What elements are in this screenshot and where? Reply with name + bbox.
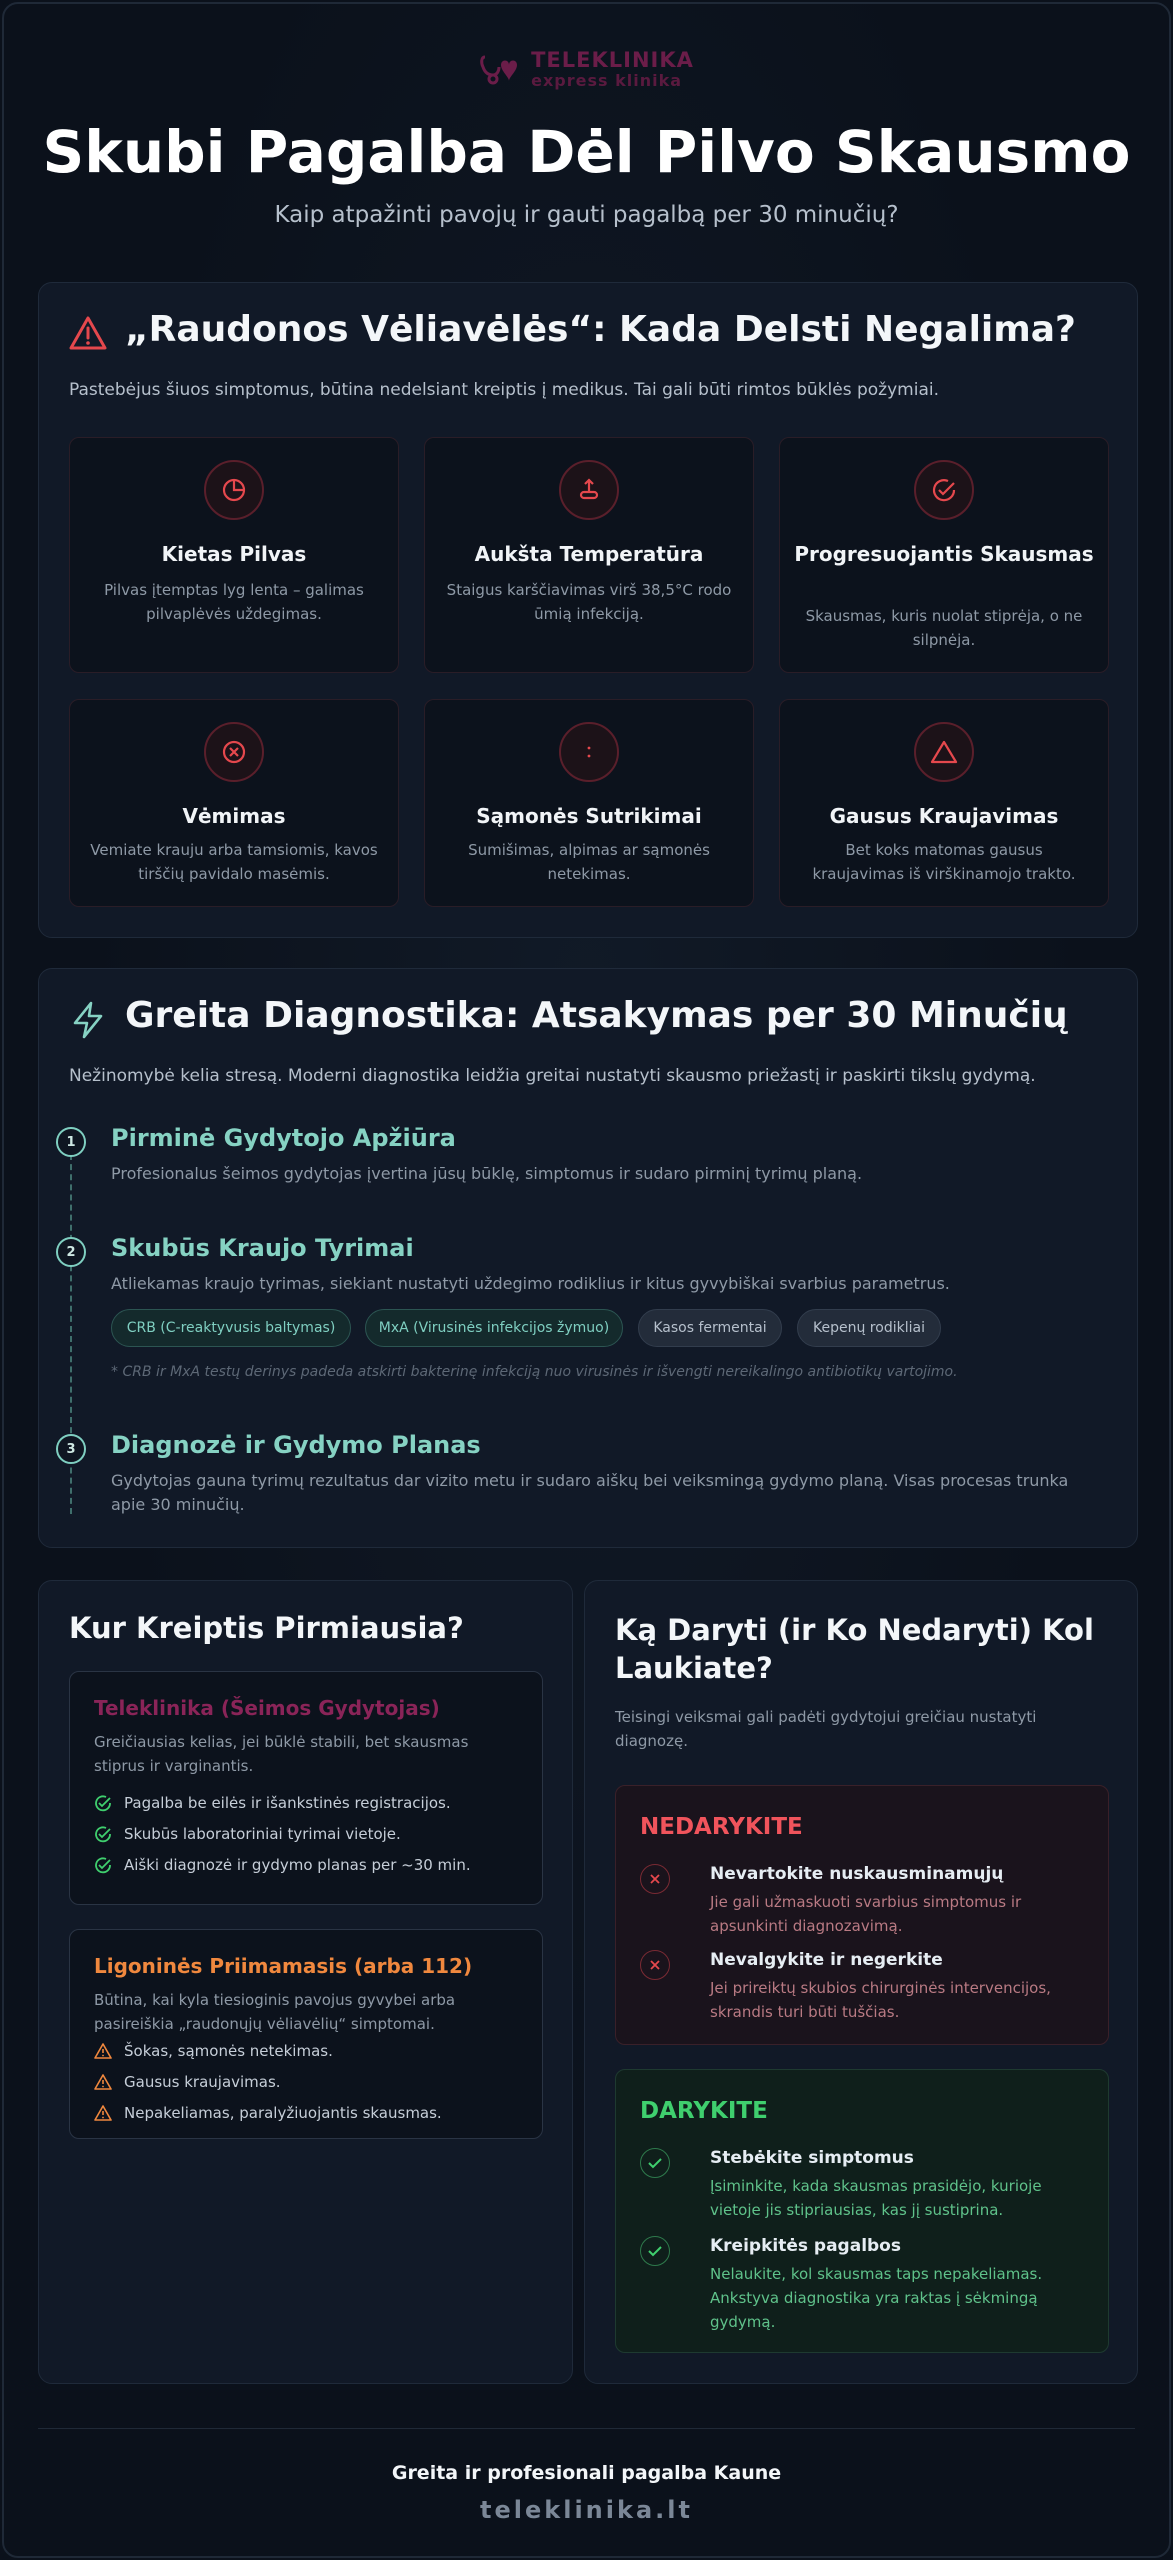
flag-title: Aukšta Temperatūra bbox=[474, 542, 704, 566]
flag-desc: Skausmas, kuris nuolat stiprėja, o ne silpnėja. bbox=[805, 607, 1083, 649]
page-frame bbox=[2, 2, 1171, 2558]
flag-card-vomiting bbox=[69, 699, 399, 907]
teleklinika-option bbox=[69, 1671, 543, 1905]
page-subtitle: Kaip atpažinti pavojų ir gauti pagalbą per 30 minučių? bbox=[274, 202, 899, 228]
flag-card-bleeding bbox=[779, 699, 1109, 907]
footer-divider bbox=[38, 2428, 1135, 2429]
flag-title: Kietas Pilvas bbox=[161, 542, 307, 566]
stethoscope-heart-icon bbox=[479, 53, 523, 87]
dont-title: NEDARYKITE bbox=[640, 1814, 803, 1840]
step-title: Pirminė Gydytojo Apžiūra bbox=[111, 1124, 456, 1152]
list-item: Šokas, sąmonės netekimas. bbox=[94, 2042, 333, 2060]
check-circle-icon bbox=[94, 1825, 112, 1843]
flag-title: Gausus Kraujavimas bbox=[829, 804, 1059, 828]
actions-description: Teisingi veiksmai gali padėti gydytojui greičiau nustatyti diagnozę. bbox=[615, 1708, 1037, 1750]
test-tag-liver: Kepenų rodikliai bbox=[797, 1309, 941, 1347]
list-item: Gausus kraujavimas. bbox=[94, 2073, 281, 2091]
pie-chart-icon bbox=[204, 460, 264, 520]
lightning-icon bbox=[71, 1001, 105, 1039]
step-desc: Profesionalus šeimos gydytojas įvertina jūsų būklę, simptomus ir sudaro pirminį tyrimų planą. bbox=[111, 1164, 863, 1183]
flag-card-high-temperature bbox=[424, 437, 754, 673]
dont-box: NEDARYKITE Nevartokite nuskausminamųjų Jie gali užmaskuoti svarbius simptomus ir apsunkinti diagnozavimą. Nevalgykite ir negerkite Jei prireiktų skubios chirurginės intervencijos, skrandis turi būti tuščias. bbox=[615, 1785, 1109, 2045]
flag-desc: Pilvas įtemptas lyg lenta – galimas pilvaplėvės uždegimas. bbox=[104, 581, 364, 623]
red-flags-card bbox=[38, 282, 1138, 938]
logo-name: TELEKLINIKA bbox=[531, 48, 694, 72]
step-number: 2 bbox=[56, 1237, 86, 1267]
teleklinika-desc: Greičiausias kelias, jei būklė stabili, bet skausmas stiprus ir varginantis. bbox=[94, 1733, 469, 1775]
test-tag-pancreas: Kasos fermentai bbox=[638, 1309, 782, 1347]
step-title: Skubūs Kraujo Tyrimai bbox=[111, 1234, 414, 1262]
step-title: Diagnozė ir Gydymo Planas bbox=[111, 1431, 481, 1459]
step-number: 3 bbox=[56, 1434, 86, 1464]
check-circle-icon bbox=[94, 1856, 112, 1874]
thermometer-icon bbox=[559, 460, 619, 520]
page-title: Skubi Pagalba Dėl Pilvo Skausmo bbox=[42, 118, 1131, 186]
flag-title: Progresuojantis Skausmas bbox=[794, 542, 1094, 566]
flag-desc: Staigus karščiavimas virš 38,5°C rodo ūmią infekciją. bbox=[446, 581, 732, 623]
actions-card bbox=[584, 1580, 1138, 2384]
warning-triangle-icon bbox=[69, 315, 107, 351]
flag-desc: Vemiate krauju arba tamsiomis, kavos tirščių pavidalo masėmis. bbox=[90, 841, 378, 883]
check-circle-icon bbox=[914, 460, 974, 520]
actions-title: Ką Daryti (ir Ko Nedaryti) Kol Laukiate? bbox=[615, 1613, 1094, 1685]
list-item: Nepakeliamas, paralyžiuojantis skausmas. bbox=[94, 2104, 442, 2122]
test-tag-mxa: MxA (Virusinės infekcijos žymuo) bbox=[365, 1309, 623, 1347]
footer-tagline: Greita ir profesionali pagalba Kaune bbox=[391, 2462, 782, 2484]
list-item: Aiški diagnozė ir gydymo planas per ~30 min. bbox=[94, 1856, 471, 1874]
do-title: DARYKITE bbox=[640, 2098, 768, 2124]
red-flags-description: Pastebėjus šiuos simptomus, būtina nedelsiant kreiptis į medikus. Tai gali būti rimtos būklės požymiai. bbox=[69, 380, 939, 400]
step-desc: Gydytojas gauna tyrimų rezultatus dar vizito metu ir sudaro aiškų bei veiksmingą gydymo planą. Visas procesas trunka apie 30 minučių. bbox=[111, 1471, 1069, 1514]
step-number: 1 bbox=[56, 1127, 86, 1157]
x-circle-icon bbox=[204, 722, 264, 782]
logo-tagline: express klinika bbox=[531, 71, 683, 90]
x-circle-icon bbox=[640, 1950, 670, 1980]
check-circle-icon bbox=[640, 2148, 670, 2178]
flag-card-consciousness bbox=[424, 699, 754, 907]
footer-domain-link[interactable]: teleklinika.lt bbox=[480, 2496, 693, 2524]
do-box: DARYKITE Stebėkite simptomus Įsiminkite, kada skausmas prasidėjo, kurioje vietoje jis stipriausias, kas jį sustiprina. Kreipkitės pagalbos Nelaukite, kol skausmas taps nepakeliamas. Ankstyva diagnostika yra raktas į sėkmingą gydymą. bbox=[615, 2069, 1109, 2353]
flag-card-hard-abdomen bbox=[69, 437, 399, 673]
logo[interactable] bbox=[4, 50, 1169, 90]
list-item: Pagalba be eilės ir išankstinės registracijos. bbox=[94, 1794, 451, 1812]
test-tag-crb: CRB (C-reaktyvusis baltymas) bbox=[111, 1309, 351, 1347]
diagnostics-note: * CRB ir MxA testų derinys padeda atskirti bakterinę infekciją nuo virusinės ir išvengti nereikalingo antibiotikų vartojimo. bbox=[111, 1364, 958, 1380]
list-item: Skubūs laboratoriniai tyrimai vietoje. bbox=[94, 1825, 401, 1843]
where-title: Kur Kreiptis Pirmiausia? bbox=[69, 1611, 464, 1645]
flag-title: Vėmimas bbox=[182, 804, 286, 828]
hospital-title: Ligoninės Priimamasis (arba 112) bbox=[94, 1954, 473, 1978]
x-circle-icon bbox=[640, 1864, 670, 1894]
hospital-desc: Būtina, kai kyla tiesioginis pavojus gyvybei arba pasireiškia „raudonųjų vėliavėlių“ simptomai. bbox=[94, 1991, 456, 2033]
flag-desc: Sumišimas, alpimas ar sąmonės netekimas. bbox=[468, 841, 710, 883]
more-vertical-icon bbox=[559, 722, 619, 782]
diagnostics-title: Greita Diagnostika: Atsakymas per 30 Minučių bbox=[125, 995, 1068, 1036]
teleklinika-title: Teleklinika (Šeimos Gydytojas) bbox=[94, 1696, 440, 1720]
warning-icon bbox=[94, 2104, 112, 2122]
red-flags-title: „Raudonos Vėliavėlės“: Kada Delsti Negalima? bbox=[125, 309, 1076, 350]
check-circle-icon bbox=[94, 1794, 112, 1812]
check-circle-icon bbox=[640, 2236, 670, 2266]
flag-desc: Bet koks matomas gausus kraujavimas iš virškinamojo trakto. bbox=[812, 841, 1076, 883]
warning-icon bbox=[94, 2042, 112, 2060]
hospital-option bbox=[69, 1929, 543, 2139]
diagnostics-description: Nežinomybė kelia stresą. Moderni diagnostika leidžia greitai nustatyti skausmo priežastį ir paskirti tikslų gydymą. bbox=[69, 1066, 1036, 1086]
step-desc: Atliekamas kraujo tyrimas, siekiant nustatyti uždegimo rodiklius ir kitus gyvybiškai svarbius parametrus. bbox=[111, 1274, 950, 1293]
where-card bbox=[38, 1580, 573, 2384]
triangle-icon bbox=[914, 722, 974, 782]
warning-icon bbox=[94, 2073, 112, 2091]
flag-card-progressive-pain bbox=[779, 437, 1109, 673]
flag-title: Sąmonės Sutrikimai bbox=[476, 804, 702, 828]
